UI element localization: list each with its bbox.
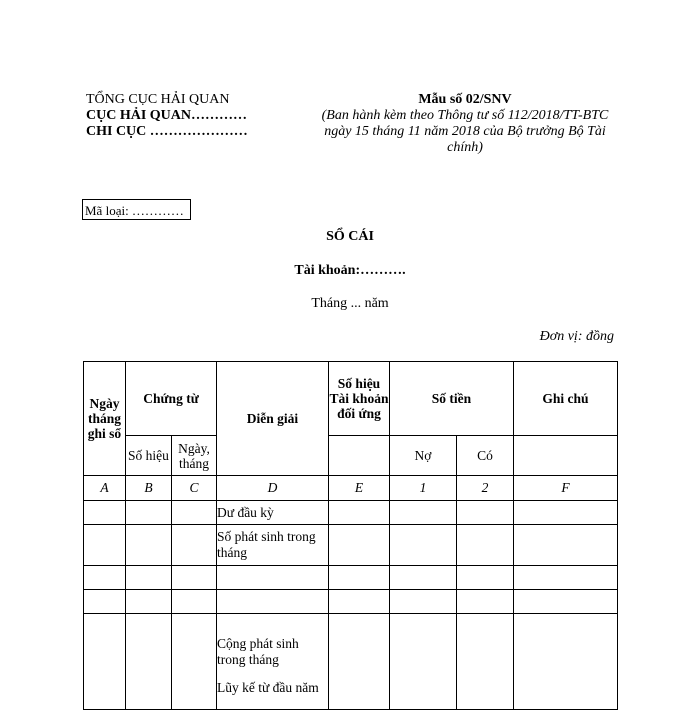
col-voucher-header: Chứng từ bbox=[126, 362, 217, 436]
col-letter: F bbox=[514, 476, 618, 501]
col-letter: D bbox=[217, 476, 329, 501]
page-title: SỔ CÁI bbox=[326, 229, 374, 244]
col-letter: 2 bbox=[457, 476, 514, 501]
code-box: Mã loại: ………… bbox=[82, 199, 191, 220]
department-name: CỤC HẢI QUAN………… bbox=[86, 108, 247, 123]
col-amount-header: Số tiền bbox=[390, 362, 514, 436]
col-letter: C bbox=[172, 476, 217, 501]
branch-name: CHI CỤC ………………… bbox=[86, 124, 248, 139]
issuance-note-line1: (Ban hành kèm theo Thông tư số 112/2018/TT-BTC bbox=[321, 108, 609, 123]
col-account-header: Số hiệu Tài khoản đối ứng bbox=[329, 362, 390, 436]
table-row bbox=[84, 614, 618, 710]
col-letter: 1 bbox=[390, 476, 457, 501]
col-description-header: Diễn giải bbox=[217, 362, 329, 476]
table-row bbox=[84, 566, 618, 590]
header-left bbox=[86, 92, 248, 140]
table-row bbox=[84, 501, 618, 525]
header-row-2 bbox=[84, 436, 618, 476]
letter-row bbox=[84, 476, 618, 501]
table-row bbox=[84, 590, 618, 614]
col-letter: E bbox=[329, 476, 390, 501]
table-cell bbox=[329, 436, 390, 476]
issuance-note-line3: chính) bbox=[447, 140, 483, 155]
table-row bbox=[84, 525, 618, 566]
row-opening-balance: Dư đầu kỳ bbox=[217, 501, 329, 525]
account-line: Tài khoản:………. bbox=[294, 263, 406, 278]
col-note-header: Ghi chú bbox=[514, 362, 618, 436]
header-row-1 bbox=[84, 362, 618, 436]
header-right bbox=[306, 92, 624, 156]
table-cell bbox=[514, 436, 618, 476]
col-letter: B bbox=[126, 476, 172, 501]
col-voucher-no-header: Số hiệu bbox=[126, 436, 172, 476]
month-year-line: Tháng ... năm bbox=[311, 296, 389, 311]
col-voucher-date-header: Ngày, tháng bbox=[172, 436, 217, 476]
unit-label: Đơn vị: đồng bbox=[539, 329, 614, 344]
row-total-arising: Cộng phát sinh trong tháng bbox=[217, 635, 299, 667]
form-number: Mẫu số 02/SNV bbox=[418, 92, 512, 107]
col-date-header: Ngày tháng ghi sổ bbox=[84, 362, 126, 476]
issuance-note-line2: ngày 15 tháng 11 năm 2018 của Bộ trưởng Bộ Tài bbox=[324, 124, 606, 139]
row-arising: Số phát sinh trong tháng bbox=[217, 525, 329, 566]
agency-name: TỔNG CỤC HẢI QUAN bbox=[86, 92, 230, 107]
col-credit-header: Có bbox=[457, 436, 514, 476]
row-cumulative: Lũy kế từ đầu năm bbox=[217, 679, 319, 695]
col-letter: A bbox=[84, 476, 126, 501]
col-debit-header: Nợ bbox=[390, 436, 457, 476]
ledger-table bbox=[83, 361, 618, 710]
